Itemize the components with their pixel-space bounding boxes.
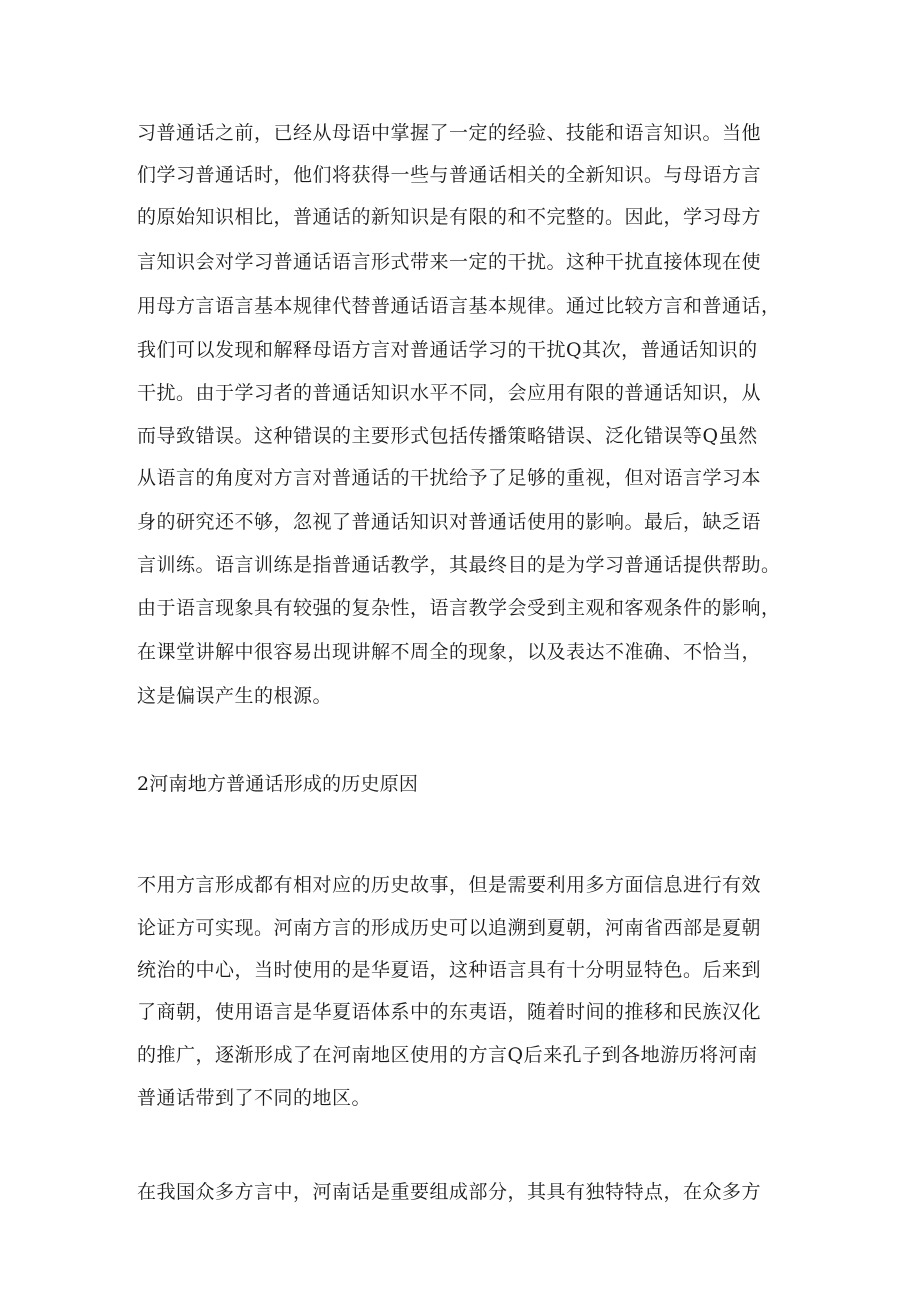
text-line: 从语言的角度对方言对普通话的干扰给予了足够的重视，但对语言学习本 bbox=[137, 467, 762, 489]
text-line: 普通话带到了不同的地区。 bbox=[137, 1087, 372, 1109]
text-line: 言训练。语言训练是指普通话教学，其最终目的是为学习普通话提供帮助。 bbox=[137, 554, 781, 576]
text-line: 在课堂讲解中很容易出现讲解不周全的现象，以及表达不准确、不恰当， bbox=[137, 641, 762, 663]
text-line: 言知识会对学习普通话语言形式带来一定的干扰。这种干扰直接体现在使 bbox=[137, 251, 762, 273]
text-line: 身的研究还不够，忽视了普通话知识对普通话使用的影响。最后，缺乏语 bbox=[137, 511, 762, 533]
text-line: 统治的中心，当时使用的是华夏语，这种语言具有十分明显特色。后来到 bbox=[137, 959, 762, 981]
text-line: 的推广，逐渐形成了在河南地区使用的方言Q后来孔子到各地游历将河南 bbox=[137, 1044, 758, 1066]
text-line: 在我国众多方言中，河南话是重要组成部分，其具有独特特点，在众多方 bbox=[137, 1181, 762, 1203]
text-line: 由于语言现象具有较强的复杂性，语言教学会受到主观和客观条件的影响， bbox=[137, 597, 781, 619]
text-line: 的原始知识相比，普通话的新知识是有限的和不完整的。因此，学习母方 bbox=[137, 206, 762, 228]
text-line: 而导致错误。这种错误的主要形式包括传播策略错误、泛化错误等Q虽然 bbox=[137, 425, 758, 447]
section-heading: 2河南地方普通话形成的历史原因 bbox=[137, 773, 419, 795]
text-line: 不用方言形成都有相对应的历史故事，但是需要利用多方面信息进行有效 bbox=[137, 874, 762, 896]
text-line: 我们可以发现和解释母语方言对普通话学习的干扰Q其次，普通话知识的 bbox=[137, 339, 758, 361]
text-line: 了商朝，使用语言是华夏语体系中的东夷语，随着时间的推移和民族汉化 bbox=[137, 1001, 762, 1023]
text-line: 习普通话之前，已经从母语中掌握了一定的经验、技能和语言知识。当他 bbox=[137, 122, 762, 144]
text-line: 论证方可实现。河南方言的形成历史可以追溯到夏朝，河南省西部是夏朝 bbox=[137, 917, 762, 939]
text-line: 们学习普通话时，他们将获得一些与普通话相关的全新知识。与母语方言 bbox=[137, 164, 762, 186]
text-line: 用母方言语言基本规律代替普通话语言基本规律。通过比较方言和普通话， bbox=[137, 295, 781, 317]
text-line: 干扰。由于学习者的普通话知识水平不同，会应用有限的普通话知识，从 bbox=[137, 382, 762, 404]
text-line: 这是偏误产生的根源。 bbox=[137, 685, 333, 707]
